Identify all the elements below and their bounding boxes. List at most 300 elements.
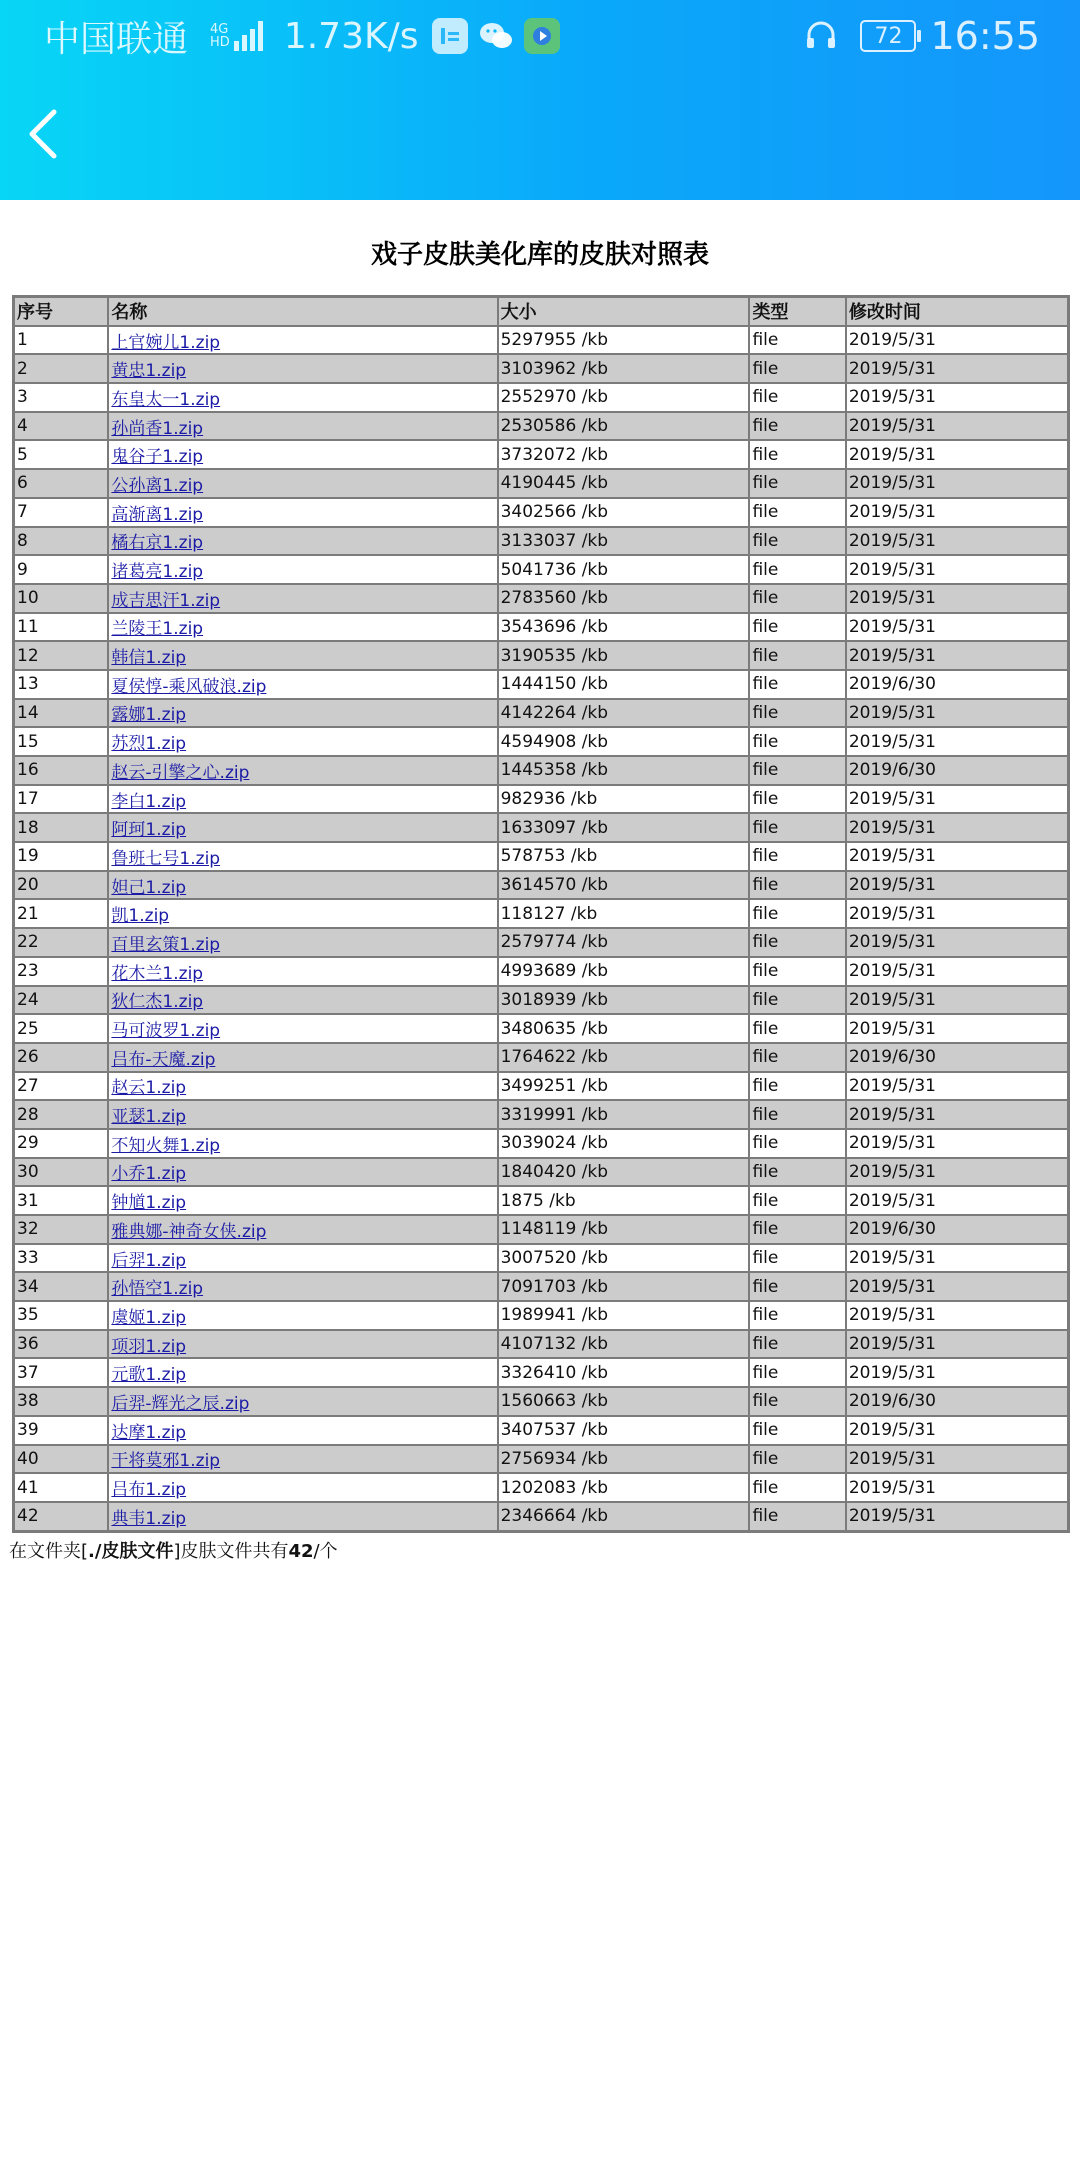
- row-index-cell: 32: [14, 1215, 108, 1244]
- row-index-cell: 17: [14, 785, 108, 814]
- row-name-cell: [108, 527, 497, 556]
- skin-file-link[interactable]: 夏侯惇-乘风破浪.zip: [111, 676, 267, 697]
- row-index-cell: 22: [14, 928, 108, 957]
- row-name-cell: [108, 326, 497, 355]
- row-type-cell: file: [749, 527, 845, 556]
- table-row: [14, 871, 1068, 900]
- clock: 16:55: [930, 14, 1040, 58]
- row-name-cell: [108, 1186, 497, 1215]
- skin-file-link[interactable]: 公孙离1.zip: [111, 475, 204, 496]
- row-modified-cell: 2019/5/31: [846, 498, 1068, 527]
- row-name-cell: [108, 1272, 497, 1301]
- skin-file-link[interactable]: 干将莫邪1.zip: [111, 1451, 221, 1472]
- row-index-cell: 8: [14, 527, 108, 556]
- app-header: [0, 0, 1080, 200]
- row-name-cell: [108, 670, 497, 699]
- row-type-cell: file: [749, 1186, 845, 1215]
- row-type-cell: file: [749, 1416, 845, 1445]
- row-type-cell: file: [749, 986, 845, 1015]
- table-row: [14, 527, 1068, 556]
- row-type-cell: file: [749, 842, 845, 871]
- row-modified-cell: 2019/5/31: [846, 1473, 1068, 1502]
- skin-file-link[interactable]: 项羽1.zip: [111, 1336, 187, 1357]
- skin-file-link[interactable]: 孙悟空1.zip: [111, 1279, 204, 1300]
- table-row: [14, 1358, 1068, 1387]
- row-type-cell: file: [749, 813, 845, 842]
- status-left: [44, 14, 570, 58]
- row-modified-cell: 2019/5/31: [846, 1445, 1068, 1474]
- row-index-cell: 31: [14, 1186, 108, 1215]
- skin-file-link[interactable]: 妲己1.zip: [111, 877, 187, 898]
- row-type-cell: file: [749, 1215, 845, 1244]
- skin-file-link[interactable]: 诸葛亮1.zip: [111, 562, 204, 583]
- table-row: [14, 555, 1068, 584]
- row-modified-cell: 2019/5/31: [846, 613, 1068, 642]
- skin-file-link[interactable]: 百里玄策1.zip: [111, 934, 221, 955]
- row-name-cell: [108, 1330, 497, 1359]
- row-type-cell: file: [749, 412, 845, 441]
- row-modified-cell: 2019/6/30: [846, 670, 1068, 699]
- row-name-cell: [108, 986, 497, 1015]
- row-size-cell: 1202083 /kb: [498, 1473, 750, 1502]
- row-modified-cell: 2019/5/31: [846, 1129, 1068, 1158]
- row-modified-cell: 2019/5/31: [846, 1272, 1068, 1301]
- row-type-cell: file: [749, 670, 845, 699]
- row-index-cell: 2: [14, 354, 108, 383]
- row-name-cell: [108, 555, 497, 584]
- back-button[interactable]: [18, 104, 68, 164]
- carrier-name: 中国联通: [44, 18, 189, 60]
- row-index-cell: 34: [14, 1272, 108, 1301]
- table-row: [14, 699, 1068, 728]
- row-modified-cell: 2019/5/31: [846, 1158, 1068, 1187]
- row-type-cell: file: [749, 1272, 845, 1301]
- row-type-cell: file: [749, 383, 845, 412]
- page-title: 戏子皮肤美化库的皮肤对照表: [370, 240, 709, 270]
- network-type-label: 4G: [210, 22, 229, 37]
- row-size-cell: 2783560 /kb: [498, 584, 750, 613]
- row-type-cell: file: [749, 699, 845, 728]
- row-modified-cell: 2019/5/31: [846, 1502, 1068, 1531]
- row-modified-cell: 2019/5/31: [846, 1100, 1068, 1129]
- skin-file-link[interactable]: 吕布-天魔.zip: [111, 1049, 216, 1070]
- skin-file-link[interactable]: 东皇太一1.zip: [111, 389, 221, 410]
- row-size-cell: 1445358 /kb: [498, 756, 750, 785]
- row-index-cell: 39: [14, 1416, 108, 1445]
- signal-icon: [234, 21, 266, 51]
- row-size-cell: 1875 /kb: [498, 1186, 750, 1215]
- row-size-cell: 3499251 /kb: [498, 1072, 750, 1101]
- row-type-cell: file: [749, 1043, 845, 1072]
- row-modified-cell: 2019/5/31: [846, 899, 1068, 928]
- row-size-cell: 2756934 /kb: [498, 1445, 750, 1474]
- table-row: [14, 957, 1068, 986]
- row-type-cell: file: [749, 871, 845, 900]
- row-type-cell: file: [749, 1445, 845, 1474]
- table-row: [14, 1215, 1068, 1244]
- row-name-cell: [108, 842, 497, 871]
- row-size-cell: 1148119 /kb: [498, 1215, 750, 1244]
- row-index-cell: 20: [14, 871, 108, 900]
- row-type-cell: file: [749, 354, 845, 383]
- row-name-cell: [108, 785, 497, 814]
- table-row: [14, 1014, 1068, 1043]
- row-name-cell: [108, 498, 497, 527]
- row-index-cell: 13: [14, 670, 108, 699]
- row-name-cell: [108, 1445, 497, 1474]
- row-name-cell: [108, 1244, 497, 1273]
- skin-file-link[interactable]: 孙尚香1.zip: [111, 418, 204, 439]
- row-index-cell: 33: [14, 1244, 108, 1273]
- table-row: [14, 1301, 1068, 1330]
- header-type: 类型: [749, 297, 845, 326]
- battery-level: 72: [874, 23, 903, 49]
- row-size-cell: 578753 /kb: [498, 842, 750, 871]
- row-type-cell: file: [749, 1072, 845, 1101]
- row-size-cell: 4190445 /kb: [498, 469, 750, 498]
- page-content: [0, 200, 1080, 1563]
- row-size-cell: 4107132 /kb: [498, 1330, 750, 1359]
- row-modified-cell: 2019/5/31: [846, 555, 1068, 584]
- skin-file-link[interactable]: 典韦1.zip: [111, 1508, 187, 1529]
- skin-file-link[interactable]: 花木兰1.zip: [111, 963, 204, 984]
- row-index-cell: 24: [14, 986, 108, 1015]
- row-size-cell: 7091703 /kb: [498, 1272, 750, 1301]
- row-modified-cell: 2019/5/31: [846, 1330, 1068, 1359]
- table-row: [14, 1129, 1068, 1158]
- row-index-cell: 36: [14, 1330, 108, 1359]
- table-header-row: [14, 297, 1068, 326]
- row-index-cell: 27: [14, 1072, 108, 1101]
- row-name-cell: [108, 440, 497, 469]
- row-modified-cell: 2019/5/31: [846, 1072, 1068, 1101]
- row-modified-cell: 2019/5/31: [846, 527, 1068, 556]
- row-modified-cell: 2019/6/30: [846, 1043, 1068, 1072]
- skin-file-link[interactable]: 亚瑟1.zip: [111, 1107, 187, 1128]
- row-name-cell: [108, 584, 497, 613]
- skin-file-link[interactable]: 赵云1.zip: [111, 1078, 187, 1099]
- notification-app-icon: [432, 18, 468, 54]
- skin-file-link[interactable]: 狄仁杰1.zip: [111, 992, 204, 1013]
- row-index-cell: 18: [14, 813, 108, 842]
- header-index: 序号: [14, 297, 108, 326]
- row-type-cell: file: [749, 1014, 845, 1043]
- row-size-cell: 3319991 /kb: [498, 1100, 750, 1129]
- row-size-cell: 118127 /kb: [498, 899, 750, 928]
- row-type-cell: file: [749, 498, 845, 527]
- row-type-cell: file: [749, 1387, 845, 1416]
- table-row: [14, 1043, 1068, 1072]
- table-row: [14, 1330, 1068, 1359]
- skin-file-link[interactable]: 达摩1.zip: [111, 1422, 187, 1443]
- row-modified-cell: 2019/5/31: [846, 1244, 1068, 1273]
- row-modified-cell: 2019/5/31: [846, 641, 1068, 670]
- skin-file-link[interactable]: 马可波罗1.zip: [111, 1021, 221, 1042]
- skin-file-link[interactable]: 黄忠1.zip: [111, 361, 187, 382]
- row-size-cell: 3732072 /kb: [498, 440, 750, 469]
- table-row: [14, 727, 1068, 756]
- row-size-cell: 4594908 /kb: [498, 727, 750, 756]
- table-row: [14, 1072, 1068, 1101]
- row-type-cell: file: [749, 1301, 845, 1330]
- table-row: [14, 1502, 1068, 1531]
- skin-file-link[interactable]: 赵云-引擎之心.zip: [111, 762, 250, 783]
- skin-table: [12, 295, 1070, 1533]
- row-index-cell: 30: [14, 1158, 108, 1187]
- row-type-cell: file: [749, 641, 845, 670]
- row-index-cell: 29: [14, 1129, 108, 1158]
- skin-file-link[interactable]: 小乔1.zip: [111, 1164, 187, 1185]
- row-type-cell: file: [749, 756, 845, 785]
- table-row: [14, 1445, 1068, 1474]
- skin-file-link[interactable]: 阿珂1.zip: [111, 820, 187, 841]
- row-size-cell: 3480635 /kb: [498, 1014, 750, 1043]
- row-index-cell: 6: [14, 469, 108, 498]
- row-name-cell: [108, 1416, 497, 1445]
- table-row: [14, 1244, 1068, 1273]
- summary-count: 42: [288, 1540, 314, 1562]
- row-modified-cell: 2019/5/31: [846, 957, 1068, 986]
- skin-file-link[interactable]: 凯1.zip: [111, 906, 170, 927]
- row-size-cell: 4142264 /kb: [498, 699, 750, 728]
- row-type-cell: file: [749, 584, 845, 613]
- row-name-cell: [108, 1043, 497, 1072]
- row-type-cell: file: [749, 469, 845, 498]
- skin-file-link[interactable]: 虞姬1.zip: [111, 1307, 187, 1328]
- skin-file-link[interactable]: 后羿-辉光之辰.zip: [111, 1393, 250, 1414]
- row-name-cell: [108, 1215, 497, 1244]
- row-type-cell: file: [749, 1358, 845, 1387]
- row-size-cell: 1840420 /kb: [498, 1158, 750, 1187]
- row-size-cell: 1444150 /kb: [498, 670, 750, 699]
- row-name-cell: [108, 1301, 497, 1330]
- row-modified-cell: 2019/5/31: [846, 1186, 1068, 1215]
- row-index-cell: 14: [14, 699, 108, 728]
- row-modified-cell: 2019/5/31: [846, 440, 1068, 469]
- summary-middle: ]皮肤文件共有: [173, 1540, 289, 1562]
- table-row: [14, 813, 1068, 842]
- skin-file-link[interactable]: 钟馗1.zip: [111, 1193, 187, 1214]
- skin-file-link[interactable]: 成吉思汗1.zip: [111, 590, 221, 611]
- skin-file-link[interactable]: 韩信1.zip: [111, 648, 187, 669]
- row-name-cell: [108, 1014, 497, 1043]
- row-modified-cell: 2019/5/31: [846, 469, 1068, 498]
- table-row: [14, 670, 1068, 699]
- row-name-cell: [108, 727, 497, 756]
- row-size-cell: 1560663 /kb: [498, 1387, 750, 1416]
- row-size-cell: 3018939 /kb: [498, 986, 750, 1015]
- table-row: [14, 986, 1068, 1015]
- row-index-cell: 16: [14, 756, 108, 785]
- row-type-cell: file: [749, 1244, 845, 1273]
- table-row: [14, 383, 1068, 412]
- network-type: [210, 23, 230, 49]
- row-name-cell: [108, 1473, 497, 1502]
- skin-file-link[interactable]: 李白1.zip: [111, 791, 187, 812]
- row-name-cell: [108, 1158, 497, 1187]
- row-type-cell: file: [749, 1473, 845, 1502]
- row-index-cell: 28: [14, 1100, 108, 1129]
- table-row: [14, 1272, 1068, 1301]
- row-type-cell: file: [749, 326, 845, 355]
- table-row: [14, 641, 1068, 670]
- row-index-cell: 3: [14, 383, 108, 412]
- row-type-cell: file: [749, 1502, 845, 1531]
- row-name-cell: [108, 957, 497, 986]
- row-modified-cell: 2019/5/31: [846, 813, 1068, 842]
- wechat-icon: [478, 18, 514, 54]
- video-app-icon: [524, 18, 560, 54]
- row-modified-cell: 2019/5/31: [846, 727, 1068, 756]
- table-row: [14, 842, 1068, 871]
- row-modified-cell: 2019/5/31: [846, 928, 1068, 957]
- row-type-cell: file: [749, 613, 845, 642]
- row-size-cell: 5041736 /kb: [498, 555, 750, 584]
- row-index-cell: 9: [14, 555, 108, 584]
- row-modified-cell: 2019/5/31: [846, 842, 1068, 871]
- table-row: [14, 899, 1068, 928]
- row-name-cell: [108, 469, 497, 498]
- skin-file-link[interactable]: 上官婉儿1.zip: [111, 332, 221, 353]
- network-sub-label: HD: [210, 35, 230, 50]
- row-name-cell: [108, 1387, 497, 1416]
- skin-file-link[interactable]: 元歌1.zip: [111, 1365, 187, 1386]
- row-modified-cell: 2019/5/31: [846, 986, 1068, 1015]
- table-row: [14, 412, 1068, 441]
- skin-file-link[interactable]: 鲁班七号1.zip: [111, 848, 221, 869]
- row-type-cell: file: [749, 1158, 845, 1187]
- row-index-cell: 40: [14, 1445, 108, 1474]
- row-index-cell: 23: [14, 957, 108, 986]
- row-index-cell: 4: [14, 412, 108, 441]
- row-index-cell: 5: [14, 440, 108, 469]
- skin-file-link[interactable]: 苏烈1.zip: [111, 734, 187, 755]
- skin-file-link[interactable]: 高渐离1.zip: [111, 504, 204, 525]
- row-name-cell: [108, 1072, 497, 1101]
- row-index-cell: 38: [14, 1387, 108, 1416]
- row-size-cell: 1633097 /kb: [498, 813, 750, 842]
- row-type-cell: file: [749, 727, 845, 756]
- row-size-cell: 4993689 /kb: [498, 957, 750, 986]
- row-size-cell: 3190535 /kb: [498, 641, 750, 670]
- row-size-cell: 2346664 /kb: [498, 1502, 750, 1531]
- header-name: 名称: [108, 297, 497, 326]
- row-type-cell: file: [749, 899, 845, 928]
- status-right: [804, 14, 1040, 58]
- row-index-cell: 15: [14, 727, 108, 756]
- row-index-cell: 41: [14, 1473, 108, 1502]
- table-row: [14, 1387, 1068, 1416]
- row-modified-cell: 2019/5/31: [846, 383, 1068, 412]
- summary-text: [9, 1537, 1080, 1563]
- table-row: [14, 785, 1068, 814]
- row-size-cell: 2579774 /kb: [498, 928, 750, 957]
- row-modified-cell: 2019/5/31: [846, 1358, 1068, 1387]
- header-modified: 修改时间: [846, 297, 1068, 326]
- row-size-cell: 982936 /kb: [498, 785, 750, 814]
- row-index-cell: 21: [14, 899, 108, 928]
- row-index-cell: 26: [14, 1043, 108, 1072]
- row-name-cell: [108, 899, 497, 928]
- skin-file-link[interactable]: 露娜1.zip: [111, 705, 187, 726]
- skin-file-link[interactable]: 橘右京1.zip: [111, 533, 204, 554]
- table-row: [14, 1100, 1068, 1129]
- summary-suffix: /个: [313, 1540, 338, 1562]
- skin-file-link[interactable]: 吕布1.zip: [111, 1480, 187, 1501]
- row-modified-cell: 2019/5/31: [846, 412, 1068, 441]
- row-type-cell: file: [749, 785, 845, 814]
- skin-file-link[interactable]: 后羿1.zip: [111, 1250, 187, 1271]
- chevron-left-icon: [18, 104, 68, 164]
- row-name-cell: [108, 699, 497, 728]
- row-type-cell: file: [749, 957, 845, 986]
- row-size-cell: 2530586 /kb: [498, 412, 750, 441]
- row-index-cell: 25: [14, 1014, 108, 1043]
- table-row: [14, 1473, 1068, 1502]
- row-index-cell: 11: [14, 613, 108, 642]
- row-name-cell: [108, 813, 497, 842]
- row-modified-cell: 2019/5/31: [846, 584, 1068, 613]
- row-index-cell: 37: [14, 1358, 108, 1387]
- row-modified-cell: 2019/6/30: [846, 1215, 1068, 1244]
- row-name-cell: [108, 1129, 497, 1158]
- row-size-cell: 2552970 /kb: [498, 383, 750, 412]
- row-name-cell: [108, 354, 497, 383]
- row-index-cell: 35: [14, 1301, 108, 1330]
- row-name-cell: [108, 928, 497, 957]
- row-size-cell: 3543696 /kb: [498, 613, 750, 642]
- row-modified-cell: 2019/5/31: [846, 699, 1068, 728]
- table-row: [14, 928, 1068, 957]
- row-name-cell: [108, 383, 497, 412]
- row-modified-cell: 2019/6/30: [846, 756, 1068, 785]
- row-size-cell: 3103962 /kb: [498, 354, 750, 383]
- table-row: [14, 440, 1068, 469]
- row-name-cell: [108, 1358, 497, 1387]
- row-size-cell: 3326410 /kb: [498, 1358, 750, 1387]
- row-modified-cell: 2019/5/31: [846, 1301, 1068, 1330]
- skin-file-link[interactable]: 不知火舞1.zip: [111, 1135, 221, 1156]
- row-type-cell: file: [749, 928, 845, 957]
- row-size-cell: 3614570 /kb: [498, 871, 750, 900]
- skin-file-link[interactable]: 雅典娜-神奇女侠.zip: [111, 1221, 267, 1242]
- table-row: [14, 613, 1068, 642]
- status-bar: [0, 0, 1080, 72]
- row-size-cell: 3407537 /kb: [498, 1416, 750, 1445]
- table-row: [14, 498, 1068, 527]
- skin-file-link[interactable]: 鬼谷子1.zip: [111, 447, 204, 468]
- row-name-cell: [108, 1100, 497, 1129]
- battery-icon: [860, 20, 916, 52]
- table-row: [14, 1186, 1068, 1215]
- row-index-cell: 1: [14, 326, 108, 355]
- row-modified-cell: 2019/5/31: [846, 1014, 1068, 1043]
- row-index-cell: 19: [14, 842, 108, 871]
- row-size-cell: 5297955 /kb: [498, 326, 750, 355]
- row-modified-cell: 2019/6/30: [846, 1387, 1068, 1416]
- row-size-cell: 1989941 /kb: [498, 1301, 750, 1330]
- skin-file-link[interactable]: 兰陵王1.zip: [111, 619, 204, 640]
- row-size-cell: 3039024 /kb: [498, 1129, 750, 1158]
- summary-prefix: 在文件夹[: [9, 1540, 89, 1562]
- summary-folder: ./皮肤文件: [88, 1540, 174, 1562]
- row-name-cell: [108, 1502, 497, 1531]
- row-type-cell: file: [749, 440, 845, 469]
- row-name-cell: [108, 871, 497, 900]
- row-name-cell: [108, 613, 497, 642]
- row-modified-cell: 2019/5/31: [846, 354, 1068, 383]
- row-index-cell: 12: [14, 641, 108, 670]
